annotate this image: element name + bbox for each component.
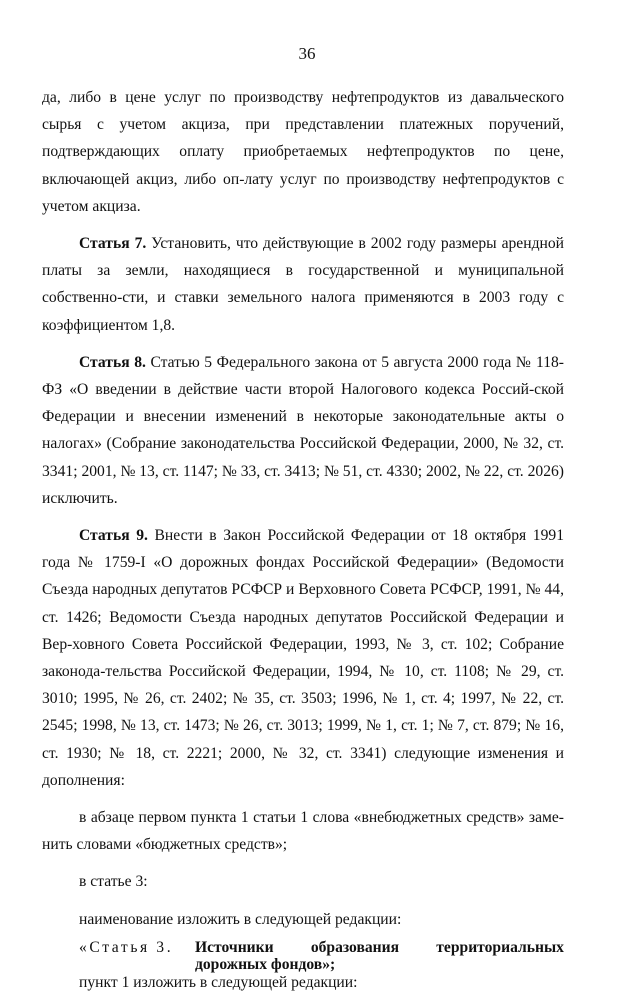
article-3-heading [195,939,564,973]
title-word-1: Источники [195,938,274,956]
article-9 [42,522,564,794]
page-number: 36 [298,44,316,63]
title-word-3: территориальных [436,938,564,956]
article-8-text: Статью 5 Федерального закона от 5 августа 2000 года № 118-ФЗ «О введении в действие части второй Налогового кодекса Россий-ской Федерации и внесении изменений в некоторые законодательные акты о налогах» (Собрание законодательства Российской Федерации, 2000, № 32, ст. 3341; 2001, № 13, ст. 1147; № 33, ст. 3413; № 51, ст. 4330; 2002, № 22, ст. 2026) исключить. [42,353,564,507]
title-word-2: образования [310,938,400,956]
article-8 [42,349,564,512]
article-3-prefix: «Статья 3. [79,938,174,956]
amendment-3: наименование изложить в следующей редакции: [79,910,402,928]
article-7-text: Установить, что действующие в 2002 году размеры арендной платы за земли, находящиеся в государственной и муниципальной собственно-сти, и ставки земельного налога применяются в 2003 году с коэффициентом 1,8. [42,235,564,334]
article-7-label: Статья 7. [79,235,147,253]
article-8-label: Статья 8. [79,353,146,371]
amendment-1: в абзаце первом пункта 1 статьи 1 слова «внебюджетных средств» заме-нить словами «бюджетных средств»; [42,809,564,854]
paragraph-continuation: да, либо в цене услуг по производству нефтепродуктов из давальческого сырья с учетом акциза, при представлении платежных поручений, подтверждающих оплату приобретаемых нефтепродуктов по цене, включающей акциз, либо оп-лату услуг по производству нефтепродуктов с учетом акциза. [42,89,564,215]
article-9-label: Статья 9. [79,527,148,545]
title-line-2: дорожных фондов»; [195,955,336,973]
amendment-2: в статье 3: [79,873,148,891]
article-3-title [42,939,564,973]
amendment-4: пункт 1 изложить в следующей редакции: [79,973,358,991]
document-body [42,84,564,993]
article-7 [42,230,564,339]
article-9-text: Внести в Закон Российской Федерации от 18 октября 1991 года № 1759-I «О дорожных фондах Российской Федерации» (Ведомости Съезда народных депутатов РСФСР и Верховного Совета РСФСР, 1991, № 44, ст. 1426; Ведомости Съезда народных депутатов Российской Федерации и Вер-ховного Совета Российской Федерации, 1993, № 3, ст. 102; Собрание законода-тельства Российской Федерации, 1994, № 10, ст. 1108; № 29, ст. 3010; 1995, № 26, ст. 2402; № 35, ст. 3503; 1996, № 1, ст. 4; 1997, № 22, ст. 2545; 1998, № 13, ст. 1473; № 26, ст. 3013; 1999, № 1, ст. 1; № 7, ст. 879; № 16, ст. 1930; № 18, ст. 2221; 2000, № 32, ст. 3341) следующие изменения и дополнения: [42,527,564,789]
